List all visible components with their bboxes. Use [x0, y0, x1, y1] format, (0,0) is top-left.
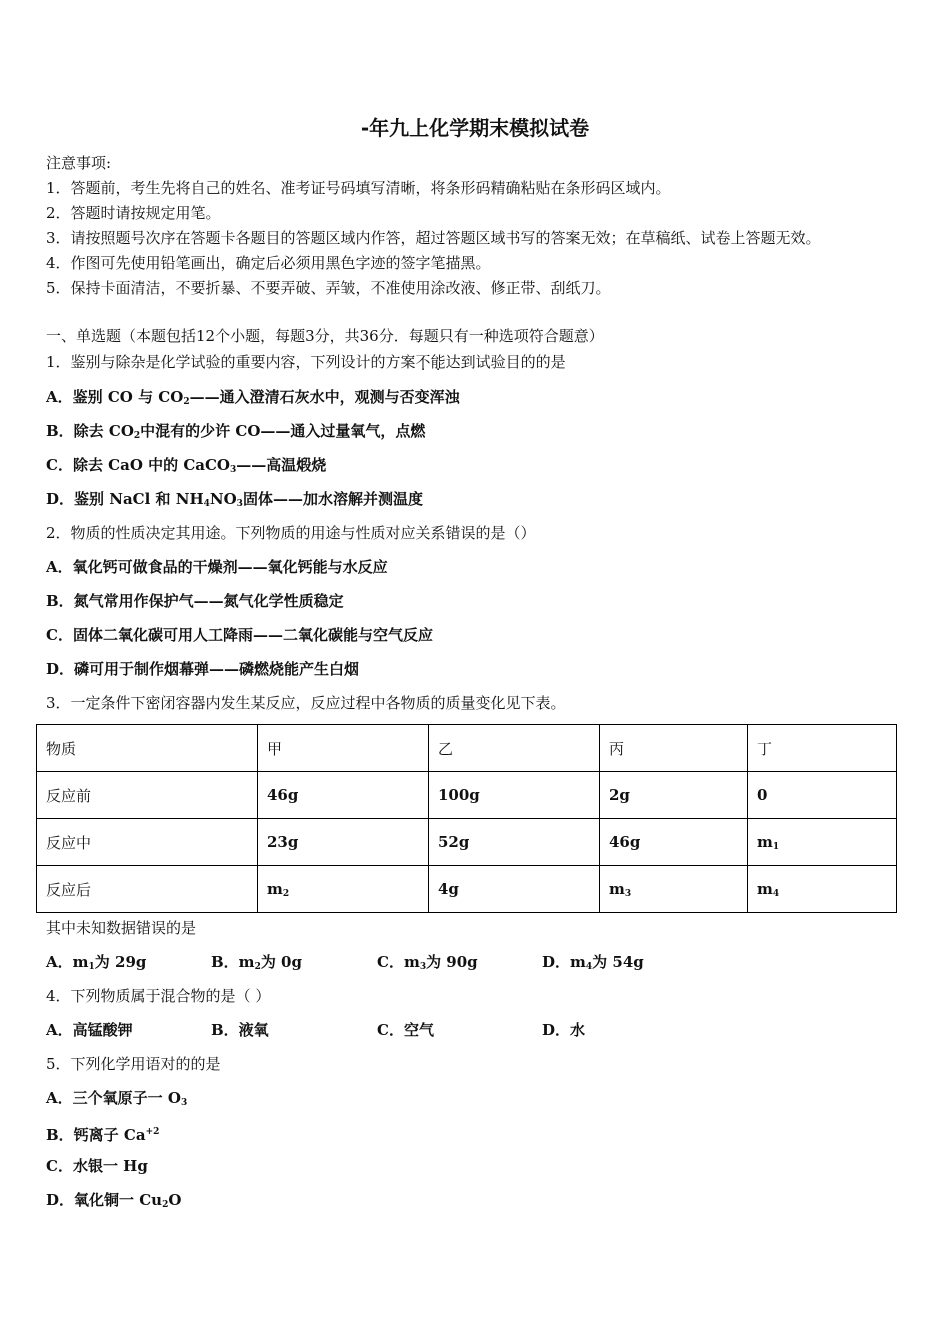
- notice-item-1: 1．答题前，考生先将自己的姓名、准考证号码填写清晰，将条形码精确粘贴在条形码区域内。: [46, 179, 671, 197]
- q2-option-a: A．氧化钙可做食品的干燥剂——氧化钙能与水反应: [46, 558, 388, 576]
- notice-item-3: 3．请按照题号次序在答题卡各题目的答题区域内作答，超过答题区域书写的答案无效；在草稿纸、试卷上答题无效。: [46, 229, 821, 247]
- q2-option-b: B．氮气常用作保护气——氮气化学性质稳定: [46, 592, 344, 610]
- notice-item-5: 5．保持卡面清洁，不要折暴、不要弄破、弄皱，不准使用涂改液、修正带、刮纸刀。: [46, 279, 611, 297]
- table-header: 乙: [429, 725, 600, 772]
- q3-option-d: D．$m_4$为 54g: [542, 953, 644, 972]
- notice-heading: 注意事项:: [46, 154, 112, 172]
- table-cell: 23g: [258, 819, 429, 866]
- q4-option-b: B．液氧: [211, 1021, 269, 1039]
- table-header: 物质: [37, 725, 258, 772]
- table-row: [37, 819, 897, 866]
- table-cell: $m_3$: [600, 866, 748, 913]
- row-label: 反应中: [37, 819, 258, 866]
- q1-option-a: A．鉴别 CO 与 $CO_2——$通入澄清石灰水中，观测与否变浑浊: [46, 388, 460, 407]
- table-row: [37, 866, 897, 913]
- q2-stem: 2．物质的性质决定其用途。下列物质的用途与性质对应关系错误的是（）: [46, 524, 536, 542]
- q3-option-c: C．$m_3$为 90g: [377, 953, 478, 972]
- q4-stem: 4．下列物质属于混合物的是（ ）: [46, 987, 271, 1005]
- q2-option-d: D．磷可用于制作烟幕弹——磷燃烧能产生白烟: [46, 660, 360, 678]
- q5-stem: 5．下列化学用语对的的是: [46, 1055, 221, 1073]
- q3-option-a: A．$m_1$为 29g: [46, 953, 147, 972]
- q1-emphasis-neng: 能: [430, 353, 446, 371]
- q4-option-a: A．高锰酸钾: [46, 1021, 133, 1039]
- table-header-row: [37, 725, 897, 772]
- q1-option-d: D．鉴别 NaCl 和 $NH_4NO_3$固体——加水溶解并测温度: [46, 490, 423, 509]
- q5-option-d: D．氧化铜一 $Cu_2O$: [46, 1191, 182, 1210]
- q5-option-c: C．水银一 Hg: [46, 1157, 148, 1175]
- mass-change-table: [36, 724, 897, 913]
- table-cell: $m_4$: [748, 866, 897, 913]
- row-label: 反应前: [37, 772, 258, 819]
- table-header: 丙: [600, 725, 748, 772]
- q5-option-a: A．三个氧原子一 $O_3$: [46, 1089, 188, 1108]
- q4-option-c: C．空气: [377, 1021, 434, 1039]
- notice-item-2: 2．答题时请按规定用笔。: [46, 204, 221, 222]
- table-cell: 46g: [258, 772, 429, 819]
- page-title: -年九上化学期末模拟试卷: [360, 116, 590, 140]
- table-cell: 52g: [429, 819, 600, 866]
- q3-stem: 3．一定条件下密闭容器内发生某反应，反应过程中各物质的质量变化见下表。: [46, 694, 566, 712]
- q1-stem: 1．鉴别与除杂是化学试验的重要内容，下列设计的方案不能达到试验目的的是: [46, 353, 566, 371]
- table-cell: 2g: [600, 772, 748, 819]
- table-header: 丁: [748, 725, 897, 772]
- table-cell: $m_1$: [748, 819, 897, 866]
- q1-option-c: C．除去 CaO 中的 CaCO$_3$——高温煅烧: [46, 456, 327, 475]
- row-label: 反应后: [37, 866, 258, 913]
- q5-option-b: B．钙离子 $Ca^{+2}$: [46, 1126, 160, 1144]
- q2-option-c: C．固体二氧化碳可用人工降雨——二氧化碳能与空气反应: [46, 626, 433, 644]
- q3-option-b: B．$m_2$为 0g: [211, 953, 302, 972]
- notice-item-4: 4．作图可先使用铅笔画出，确定后必须用黑色字迹的签字笔描黑。: [46, 254, 491, 272]
- table-cell: 0: [748, 772, 897, 819]
- table-header: 甲: [258, 725, 429, 772]
- section-heading: 一、单选题（本题包括12个小题，每题3分，共36分．每题只有一种选项符合题意）: [46, 327, 604, 345]
- q3-question: 其中未知数据错误的是: [46, 919, 197, 937]
- table-cell: 46g: [600, 819, 748, 866]
- q1-emphasis-bu: 不: [415, 353, 431, 371]
- q4-option-d: D．水: [542, 1021, 586, 1039]
- table-cell: 4g: [429, 866, 600, 913]
- table-cell: $m_2$: [258, 866, 429, 913]
- table-row: [37, 772, 897, 819]
- q1-option-b: B．除去 $CO_2$中混有的少许 CO——通入过量氧气，点燃: [46, 422, 426, 441]
- table-cell: 100g: [429, 772, 600, 819]
